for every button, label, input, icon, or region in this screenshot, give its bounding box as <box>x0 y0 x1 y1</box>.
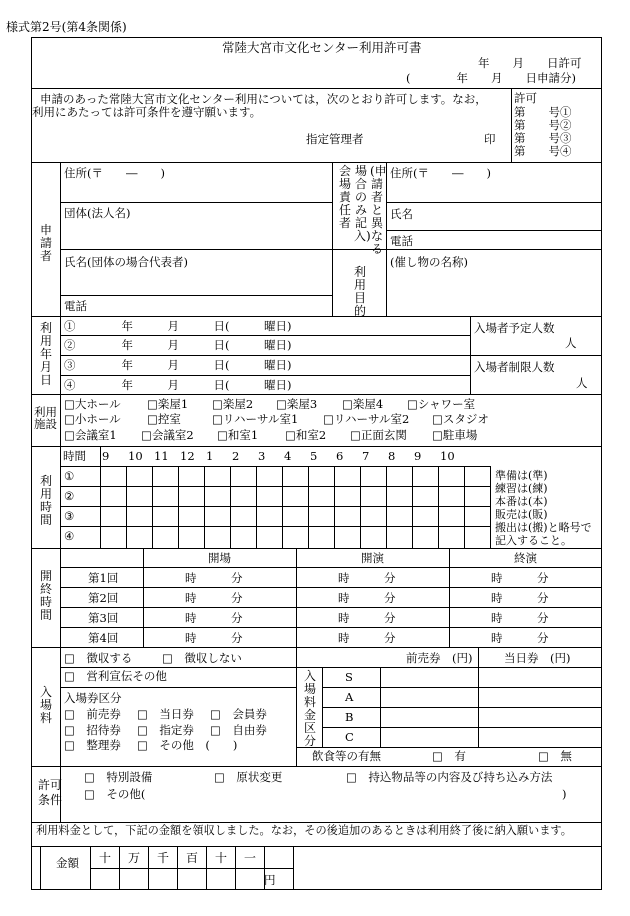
time-cell: 時 分 <box>491 631 549 645</box>
grid-row-line <box>60 506 490 507</box>
permit-no-1: 第 号① <box>514 105 572 119</box>
applicant-address-label: 住所(〒 ― ) <box>64 166 165 180</box>
fee-class-label: 入場料金区分 <box>303 669 316 748</box>
fee-digit: 一 <box>244 851 257 865</box>
hour-label: 6 <box>336 449 344 463</box>
time-cell: 時 分 <box>185 591 243 605</box>
admission-section-label: 入場料 <box>39 685 52 725</box>
time-cell: 時 分 <box>491 591 549 605</box>
date-row-2: ② 年 月 日( 曜日) <box>64 338 292 352</box>
venue-manager-label: 会場責任者 <box>338 164 351 230</box>
facility-parking[interactable]: □駐車場 <box>432 428 478 442</box>
hour-label: 8 <box>388 449 396 463</box>
fee-grid-mid <box>90 868 293 869</box>
header-show-end: 終演 <box>514 551 537 565</box>
fee-digit: 百 <box>186 851 199 865</box>
time-cell: 時 分 <box>338 611 396 625</box>
grid-row-line <box>60 486 490 487</box>
facility-rehearsal-room-2[interactable]: □リハーサル室2 <box>323 412 410 426</box>
facility-rehearsal-room-1[interactable]: □リハーサル室1 <box>212 412 299 426</box>
grid-col-line <box>256 466 257 548</box>
note-sales: 販売は(販) <box>495 508 548 521</box>
hour-label: 2 <box>232 449 240 463</box>
note-performance: 本番は(本) <box>495 495 548 508</box>
facility-dressing-room-1[interactable]: □楽屋1 <box>147 397 189 411</box>
note-write: 記入すること。 <box>495 534 572 547</box>
header-show-start: 開演 <box>361 551 384 565</box>
advance-price-header: 前売券 (円) <box>406 651 473 665</box>
round-4: 第4回 <box>88 631 119 645</box>
cond-other[interactable]: □ その他( <box>84 787 146 801</box>
applicant-section-label: 申請者 <box>39 223 52 263</box>
fee-class-b: B <box>345 710 354 724</box>
expected-attendance-label: 入場者予定人数 <box>474 321 555 335</box>
time-cell: 時 分 <box>338 571 396 585</box>
fee-grid-col <box>148 846 149 890</box>
collect-fee-checkbox[interactable]: □ 徴収する <box>64 651 133 665</box>
time-row-3: ③ <box>64 509 75 523</box>
commercial-checkbox[interactable]: □ 営利宣伝その他 <box>64 669 167 683</box>
time-cell: 時 分 <box>185 611 243 625</box>
organization-label: 団体(法人名) <box>64 206 131 220</box>
date-row-3: ③ 年 月 日( 曜日) <box>64 358 292 372</box>
hours-label: 時間 <box>63 449 86 463</box>
usage-date-section-label: 利用年月日 <box>39 321 52 387</box>
hour-label: 9 <box>102 449 110 463</box>
grid-col-line <box>308 466 309 548</box>
grid-col-line <box>282 466 283 548</box>
time-cell: 時 分 <box>338 631 396 645</box>
permit-no-2: 第 号② <box>514 118 572 132</box>
ticket-other[interactable]: □ その他 ( ) <box>137 738 238 752</box>
permit-no-3: 第 号③ <box>514 131 572 145</box>
facility-dressing-room-4[interactable]: □楽屋4 <box>342 397 384 411</box>
facility-small-hall[interactable]: □小ホール <box>64 412 121 426</box>
cond-brought-items[interactable]: □ 持込物品等の内容及び持ち込み方法 <box>346 770 553 784</box>
facility-japanese-room-1[interactable]: □和室1 <box>217 428 259 442</box>
hour-label: 1 <box>206 449 214 463</box>
time-cell: 時 分 <box>338 591 396 605</box>
representative-label: 氏名(団体の場合代表者) <box>64 255 188 269</box>
fee-grid-col <box>264 846 265 890</box>
fee-grid-col <box>177 846 178 890</box>
permit-head: 許可 <box>514 91 537 105</box>
form-title: 常陸大宮市文化センター利用許可書 <box>222 40 422 55</box>
food-yes-checkbox[interactable]: □ 有 <box>432 749 466 763</box>
facility-main-entrance[interactable]: □正面玄関 <box>350 428 407 442</box>
intro-text-1: 申請のあった常陸大宮市文化センター利用については，次のとおり許可します。なお， <box>40 92 487 106</box>
hour-label: 3 <box>258 449 266 463</box>
hour-label: 4 <box>284 449 292 463</box>
venue-manager-note-2: 場合のみ記入) <box>354 164 371 243</box>
form-number: 様式第2号(第4条関係) <box>6 20 127 34</box>
fee-class-a: A <box>345 690 354 704</box>
grid-col-line <box>490 466 491 548</box>
fee-grid-col <box>119 846 120 890</box>
grid-col-line <box>204 466 205 548</box>
grid-col-line <box>464 466 465 548</box>
hour-label: 5 <box>310 449 318 463</box>
note-unload: 搬出は(搬)と略号で <box>495 521 592 534</box>
fee-grid-col <box>206 846 207 890</box>
cond-special-equipment[interactable]: □ 特別設備 <box>84 770 153 784</box>
hour-label: 9 <box>414 449 422 463</box>
hour-label: 11 <box>154 449 169 463</box>
usage-time-section-label: 利用時間 <box>39 474 52 527</box>
grid-col-line <box>386 466 387 548</box>
round-2: 第2回 <box>88 591 119 605</box>
food-no-checkbox[interactable]: □ 無 <box>538 749 572 763</box>
applicant-phone-label: 電話 <box>64 299 87 313</box>
limit-unit: 人 <box>576 376 588 390</box>
manager-phone-label: 電話 <box>390 234 413 248</box>
hour-label: 10 <box>128 449 143 463</box>
facility-meeting-room-1[interactable]: □会議室1 <box>64 428 117 442</box>
hour-header-divider <box>100 446 101 466</box>
ticket-reserved[interactable]: □ 指定券 <box>137 723 194 737</box>
permit-date: 年 月 日許可 <box>478 56 582 70</box>
fee-grid-col <box>293 846 294 890</box>
fee-digit: 万 <box>128 851 141 865</box>
grid-col-line <box>230 466 231 548</box>
facility-section-label: 利用施設 <box>34 405 57 431</box>
attendance-limit-label: 入場者制限人数 <box>474 360 555 374</box>
yen-label: 円 <box>264 873 276 887</box>
facility-studio[interactable]: □スタジオ <box>432 412 489 426</box>
time-row-2: ② <box>64 489 75 503</box>
time-cell: 時 分 <box>491 611 549 625</box>
ticket-type-label: 入場券区分 <box>64 691 122 705</box>
permit-no-4: 第 号④ <box>514 144 572 158</box>
fee-class-s: S <box>345 670 353 684</box>
conditions-section-label: 許可条件 <box>38 778 63 807</box>
grid-row-line <box>60 526 490 527</box>
ticket-member[interactable]: □ 会員券 <box>210 707 267 721</box>
fee-digit: 十 <box>215 851 228 865</box>
ticket-free-seat[interactable]: □ 自由券 <box>210 723 267 737</box>
grid-col-line <box>412 466 413 548</box>
fee-digit: 千 <box>157 851 170 865</box>
venue-manager-note-1: (申請者と異なる <box>370 164 387 256</box>
food-drink-label: 飲食等の有無 <box>312 749 381 763</box>
grid-col-line <box>438 466 439 548</box>
grid-row-line <box>60 466 490 467</box>
request-date: ( 年 月 日申請分) <box>406 71 576 85</box>
purpose-label: 利用目的 <box>353 265 366 318</box>
cond-restoration[interactable]: □ 原状変更 <box>214 770 283 784</box>
facility-japanese-room-2[interactable]: □和室2 <box>285 428 327 442</box>
fee-notice: 利用料金として，下記の金額を領収しました。なお，その後追加のあるときは利用終了後に納入願います。 <box>36 824 572 837</box>
ticket-door[interactable]: □ 当日券 <box>137 707 194 721</box>
cond-other-close: ) <box>562 787 567 801</box>
round-1: 第1回 <box>88 571 119 585</box>
note-prep: 準備は(準) <box>495 469 548 482</box>
facility-shower-room[interactable]: □シャワー室 <box>407 397 476 411</box>
fee-digit: 十 <box>99 851 112 865</box>
time-cell: 時 分 <box>185 571 243 585</box>
hour-label: 10 <box>440 449 455 463</box>
time-row-4: ④ <box>64 529 75 543</box>
amount-label: 金額 <box>56 856 79 870</box>
facility-dressing-room-3[interactable]: □楽屋3 <box>276 397 318 411</box>
date-row-4: ④ 年 月 日( 曜日) <box>64 378 292 392</box>
time-cell: 時 分 <box>185 631 243 645</box>
fee-class-c: C <box>345 730 354 744</box>
designated-manager: 指定管理者 <box>306 132 364 146</box>
seal-mark: 印 <box>484 132 496 146</box>
fee-grid-col <box>235 846 236 890</box>
facility-meeting-room-2[interactable]: □会議室2 <box>141 428 194 442</box>
facility-large-hall[interactable]: □大ホール <box>64 397 121 411</box>
round-3: 第3回 <box>88 611 119 625</box>
ticket-advance[interactable]: □ 前売券 <box>64 707 121 721</box>
note-practice: 練習は(練) <box>495 482 548 495</box>
date-row-1: ① 年 月 日( 曜日) <box>64 319 292 333</box>
ticket-invite[interactable]: □ 招待券 <box>64 723 121 737</box>
no-fee-checkbox[interactable]: □ 徴収しない <box>162 651 242 665</box>
facility-waiting-room[interactable]: □控室 <box>147 412 181 426</box>
intro-text-2: 利用にあたっては許可条件を遵守願います。 <box>32 105 262 119</box>
fee-grid-left <box>90 846 91 890</box>
header-doors-open: 開場 <box>208 551 231 565</box>
manager-name-label: 氏名 <box>390 207 413 221</box>
grid-col-line <box>126 466 127 548</box>
manager-address-label: 住所(〒 ― ) <box>390 166 491 180</box>
grid-col-line <box>334 466 335 548</box>
grid-col-line <box>360 466 361 548</box>
hour-label: 12 <box>180 449 195 463</box>
time-row-1: ① <box>64 469 75 483</box>
ticket-numbered[interactable]: □ 整理券 <box>64 738 121 752</box>
hour-label: 7 <box>362 449 370 463</box>
grid-col-line <box>100 466 101 548</box>
grid-col-line <box>178 466 179 548</box>
open-close-section-label: 開終時間 <box>39 569 52 622</box>
expected-unit: 人 <box>565 336 577 350</box>
time-cell: 時 分 <box>491 571 549 585</box>
facility-dressing-room-2[interactable]: □楽屋2 <box>212 397 254 411</box>
event-name-label: (催し物の名称) <box>390 255 468 269</box>
grid-col-line <box>152 466 153 548</box>
door-price-header: 当日券 (円) <box>504 651 571 665</box>
